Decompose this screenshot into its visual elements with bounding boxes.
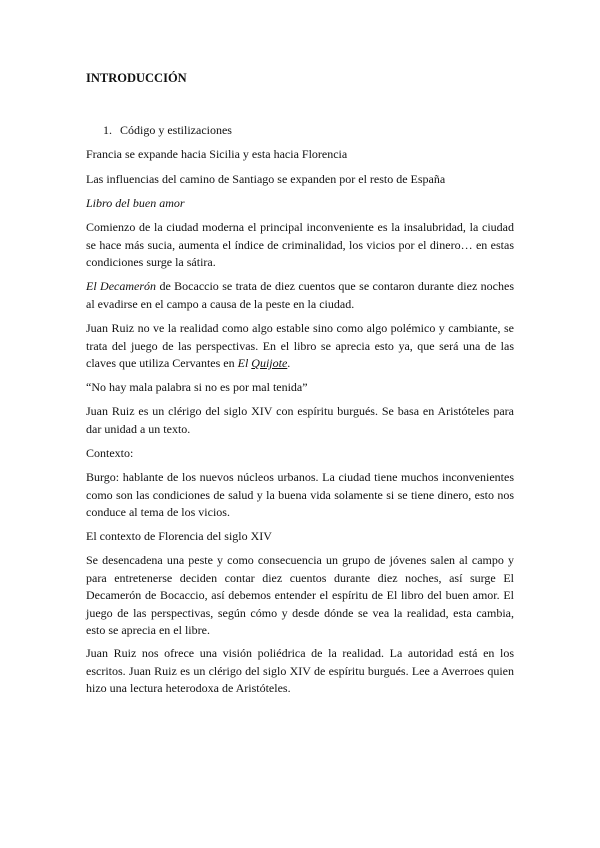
paragraph-9: Contexto:: [86, 446, 134, 460]
list-item-text: Código y estilizaciones: [120, 123, 232, 137]
paragraph-3: [86, 195, 514, 213]
paragraph-13: Juan Ruiz nos ofrece una visión poliédrica de la realidad. La autoridad está en los escritos. Juan Ruiz es un clérigo del siglo XIV de espíritu burgués. Lee a Averroes quien hizo una lectura heterodoxa de Aristóteles.: [86, 646, 514, 695]
paragraph-7-quote: “No hay mala palabra si no es por mal tenida”: [86, 380, 308, 394]
document-title: INTRODUCCIÓN: [86, 71, 187, 85]
paragraph-6: [86, 320, 514, 373]
paragraph-10: Burgo: hablante de los nuevos núcleos urbanos. La ciudad tiene muchos inconvenientes como son las condiciones de salud y la buena vida solamente si se tiene dinero, esto nos conduce al tema de los vicios.: [86, 470, 514, 519]
quijote-italic: Quijote: [251, 356, 288, 370]
paragraph-5: [86, 278, 514, 313]
paragraph-6-text: Juan Ruiz no ve la realidad como algo estable sino como algo polémico y cambiante, se trata del juego de las perspectivas. En el libro se aprecia esto ya, que será una de las claves que utiliza Cervantes en: [86, 321, 514, 370]
paragraph-8: Juan Ruiz es un clérigo del siglo XIV con espíritu burgués. Se basa en Aristóteles para dar unidad a un texto.: [86, 404, 514, 436]
paragraph-12: Se desencadena una peste y como consecuencia un grupo de jóvenes salen al campo y para entretenerse deciden contar diez cuentos durante diez noches, así surge El Decamerón de Bocaccio, así debemos entender el espíritu de El libro del buen amor. El juego de las perspectivas, según cómo y desde dónde se vea la realidad, esta cambia, esto se aprecia en el libre.: [86, 553, 514, 637]
numbered-list-item: [103, 122, 503, 140]
paragraph-5-text: de Bocaccio se trata de diez cuentos que se contaron durante diez noches al evadirse en el campo a causa de la peste en la ciudad.: [86, 279, 514, 311]
decameron-italic: El Decamerón: [86, 279, 157, 293]
list-number: 1.: [103, 123, 112, 137]
paragraph-6-end: .: [287, 356, 291, 370]
paragraph-1: Francia se expande hacia Sicilia y esta hacia Florencia: [86, 147, 348, 161]
book-title-italic: Libro del buen amor: [86, 196, 185, 210]
paragraph-2: Las influencias del camino de Santiago se expanden por el resto de España: [86, 172, 446, 186]
quijote-prefix-italic: El: [237, 356, 252, 370]
paragraph-4: Comienzo de la ciudad moderna el principal inconveniente es la insalubridad, la ciudad se hace más sucia, aumenta el índice de criminalidad, los vicios por el dinero… en estas condiciones surge la sátira.: [86, 220, 514, 269]
paragraph-11: El contexto de Florencia del siglo XIV: [86, 529, 272, 543]
